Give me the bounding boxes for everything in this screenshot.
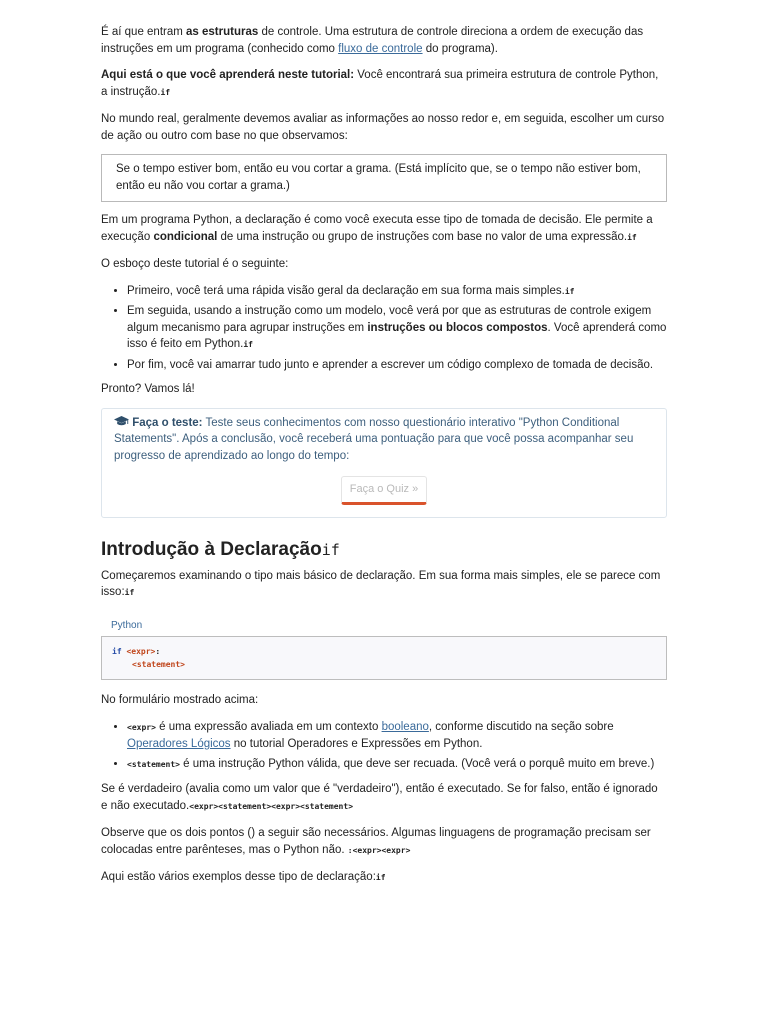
heading-text: Introdução à Declaração — [101, 538, 322, 560]
bold-text: condicional — [153, 230, 218, 243]
boolean-link[interactable]: booleano — [381, 720, 429, 733]
list-item — [127, 303, 667, 354]
text: Em um programa Python, a declaração é como você executa esse tipo de tomada de decisão. Ele permite a execução — [101, 214, 653, 243]
text: Você encontrará sua primeira estrutura de controle Python, a instrução. — [101, 69, 659, 98]
logical-operators-link[interactable]: Operadores Lógicos — [127, 738, 231, 750]
text: Começaremos examinando o tipo mais básico de declaração. Em sua forma mais simples, ele se parece com isso: — [101, 569, 661, 598]
code-line — [112, 645, 656, 658]
paragraph-if-statement — [101, 212, 667, 246]
code-block[interactable] — [101, 636, 667, 680]
list-item — [127, 283, 667, 301]
form-list — [101, 719, 667, 774]
list-item: • Por fim, você vai amarrar tudo junto e aprender a escrever um código complexo de tomada de decisão. — [127, 357, 667, 374]
paragraph-truthy — [101, 781, 667, 815]
code-placeholder: <statement> — [132, 660, 185, 669]
heading-code: if — [321, 540, 340, 559]
take-quiz-button[interactable]: Faça o Quiz » — [341, 476, 427, 505]
code-line — [112, 658, 656, 671]
text: é uma expressão avaliada em um contexto — [155, 720, 382, 733]
inline-code: :<expr><expr> — [347, 845, 411, 855]
paragraph-examples — [101, 869, 667, 887]
text: do programa). — [422, 42, 498, 55]
paragraph-ready: Pronto? Vamos lá! — [101, 383, 195, 395]
code-language-label: Python — [111, 619, 143, 631]
code-keyword: if — [112, 647, 122, 656]
text: Observe que os dois pontos () a seguir são necessários. Algumas linguagens de programação precisam ser colocadas entre parênteses, mas o Python não. — [101, 827, 651, 856]
bold-text: as estruturas — [186, 26, 259, 38]
inline-code: if — [564, 286, 575, 296]
quiz-text: Teste seus conhecimentos com nosso questionário interativo "Python Conditional Statements". Após a conclusão, você receberá uma pontuação para que você possa acompanhar seu progresso de aprendizado ao longo do tempo: — [114, 416, 634, 462]
inline-code: <expr> — [127, 722, 156, 732]
code-placeholder: <expr> — [126, 647, 156, 656]
code-colon: : — [155, 647, 161, 656]
graduation-cap-icon — [114, 417, 129, 429]
paragraph-colon — [101, 825, 667, 859]
paragraph-outline: O esboço deste tutorial é o seguinte: — [101, 258, 289, 270]
text: Aqui estão vários exemplos desse tipo de declaração: — [101, 871, 376, 883]
bold-text: instruções ou blocos compostos — [367, 321, 548, 334]
quiz-callout — [101, 408, 667, 518]
bold-text: Aqui está o que você aprenderá neste tutorial: — [101, 69, 355, 81]
text: no tutorial Operadores e Expressões em Python. — [230, 738, 483, 750]
outline-list — [101, 283, 667, 374]
article-content — [101, 24, 667, 897]
text: Em seguida, usando a instrução como um modelo, você verá por que as estruturas de controle exigem algum mecanismo para agrupar instruções em — [127, 305, 652, 334]
inline-code: if — [243, 340, 253, 349]
quiz-button-wrap — [114, 476, 654, 505]
paragraph-what-you-learn — [101, 67, 667, 101]
inline-code: if — [124, 588, 135, 597]
paragraph-real-world: No mundo real, geralmente devemos avaliar as informações ao nosso redor e, em seguida, escolher um curso de ação ou outro com base no que observamos: — [101, 113, 665, 142]
text: , conforme discutido na seção sobre — [428, 720, 614, 733]
inline-code: <statement> — [127, 759, 180, 769]
section-heading — [101, 538, 667, 562]
inline-code: if — [160, 87, 171, 97]
list-item — [127, 719, 667, 753]
text: Primeiro, você terá uma rápida visão geral da declaração em sua forma mais simples. — [127, 284, 565, 297]
paragraph-form-shown: No formulário mostrado acima: — [101, 694, 259, 706]
quiz-lead: Faça o teste: — [132, 416, 203, 429]
inline-code: if — [375, 873, 386, 882]
paragraph-intro — [101, 24, 667, 57]
text: é uma instrução Python válida, que deve ser recuada. (Você verá o porquê muito em breve.) — [179, 757, 655, 770]
list-item — [127, 756, 667, 774]
paragraph-basic-form — [101, 568, 667, 602]
text: Se é verdadeiro (avalia como um valor que é "verdadeiro"), então é executado. Se for falso, então é ignorado e não executado. — [101, 783, 658, 812]
text: de uma instrução ou grupo de instruções com base no valor de uma expressão. — [217, 230, 628, 243]
text: . Você aprenderá como isso é feito em Python. — [127, 321, 667, 350]
example-quote-box: Se o tempo estiver bom, então eu vou cortar a grama. (Está implícito que, se o tempo não estiver bom, então eu não vou cortar a grama.) — [101, 154, 667, 202]
inline-code: <expr><statement><expr><statement> — [189, 801, 354, 811]
control-flow-link[interactable]: fluxo de controle — [338, 42, 423, 55]
inline-code: if — [627, 232, 637, 242]
text: É aí que entram — [101, 26, 187, 38]
text: de controle. Uma estrutura de controle direciona a ordem de execução das instruções em um programa (conhecido como — [101, 26, 644, 55]
